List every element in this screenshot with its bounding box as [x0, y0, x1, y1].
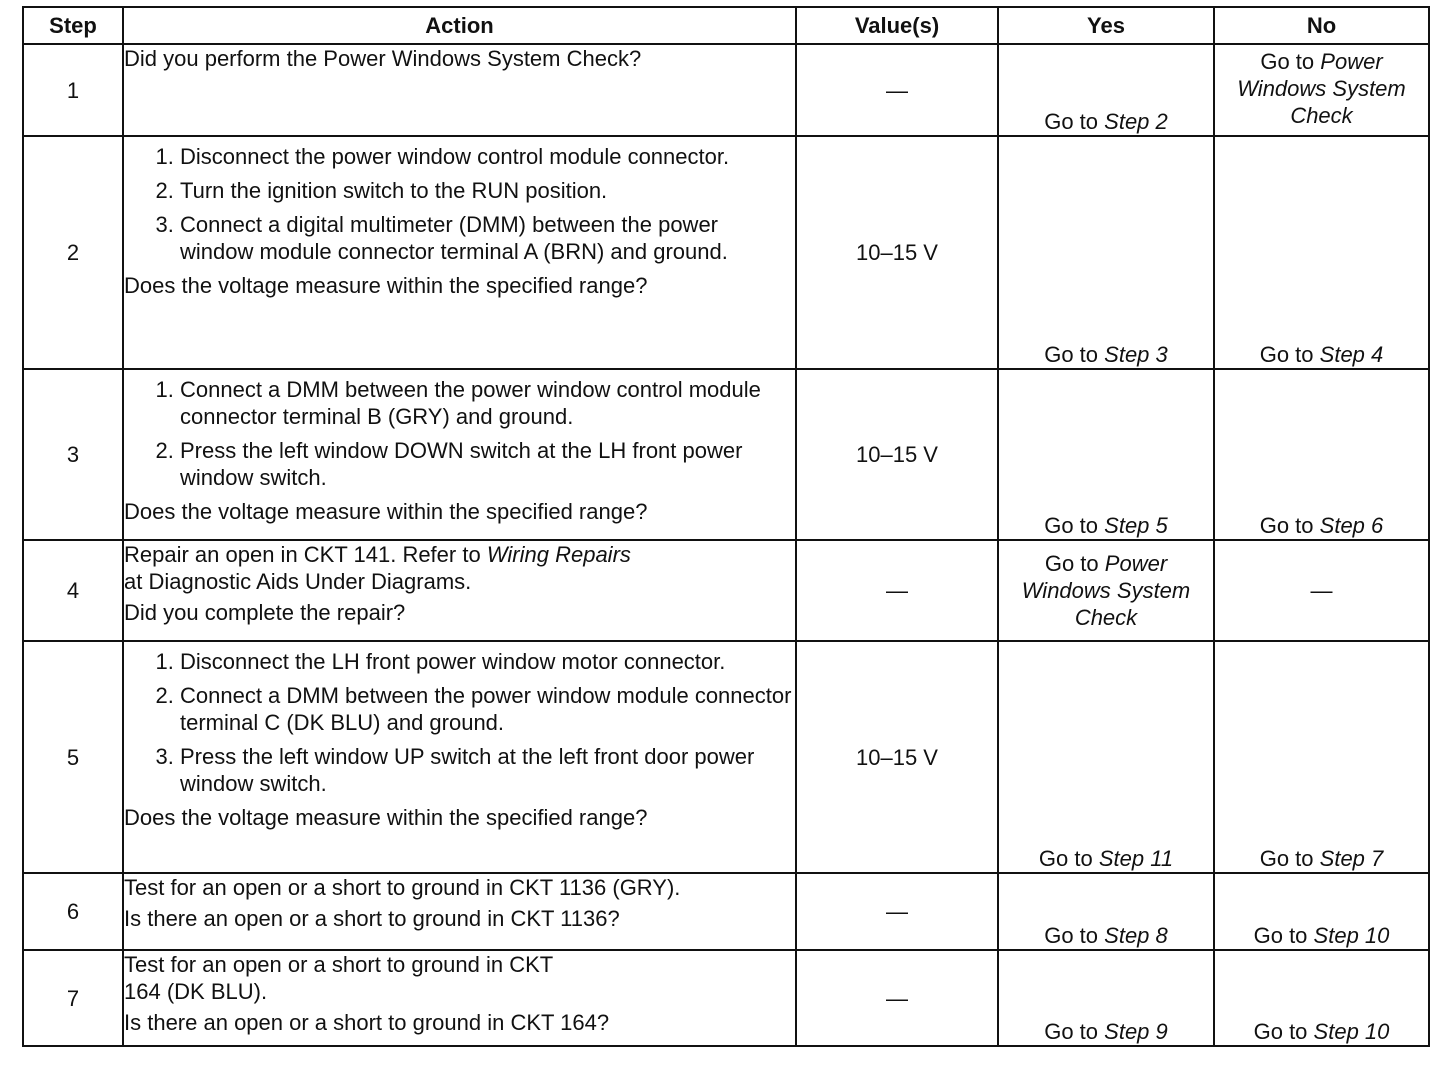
yes-cell: [998, 136, 1214, 369]
action-text: [124, 541, 795, 568]
no-target: Step 7: [1319, 846, 1384, 871]
no-prefix: Go to: [1253, 923, 1308, 948]
value-cell: —: [796, 873, 998, 950]
yes-prefix: Go to: [1044, 551, 1099, 576]
no-target: Step 6: [1319, 513, 1384, 538]
yes-target: Step 9: [1104, 1019, 1168, 1044]
no-target: Step 10: [1313, 1019, 1390, 1044]
no-target: Power Windows System Check: [1237, 49, 1406, 128]
action-question: Does the voltage measure within the specified range?: [124, 499, 648, 524]
yes-prefix: Go to: [1044, 342, 1099, 367]
no-cell: [1214, 641, 1429, 873]
no-cell: [1214, 44, 1429, 136]
yes-cell: [998, 950, 1214, 1046]
list-item: 2. Turn the ignition switch to the RUN position.: [180, 177, 795, 204]
list-item: 1. Connect a DMM between the power window control module connector terminal B (GRY) and ground.: [180, 376, 795, 430]
yes-prefix: Go to: [1044, 923, 1099, 948]
value-cell: —: [796, 540, 998, 641]
header-step: Step: [23, 7, 123, 44]
no-cell: [1214, 873, 1429, 950]
table-row: [23, 136, 1429, 369]
action-cell: [123, 873, 796, 950]
list-item: 1. Disconnect the power window control module connector.: [180, 143, 795, 170]
header-yes: Yes: [998, 7, 1214, 44]
table-row: [23, 641, 1429, 873]
action-steps-list: [124, 648, 795, 797]
no-prefix: Go to: [1259, 846, 1314, 871]
step-number: 1: [23, 44, 123, 136]
action-cell: [123, 540, 796, 641]
step-number: 6: [23, 873, 123, 950]
yes-prefix: Go to: [1044, 513, 1099, 538]
action-cell: [123, 369, 796, 540]
step-number: 4: [23, 540, 123, 641]
action-question: Does the voltage measure within the specified range?: [124, 805, 648, 830]
action-cell: [123, 641, 796, 873]
action-steps-list: [124, 143, 795, 265]
action-text-prefix: Repair an open in CKT 141. Refer to: [124, 542, 481, 567]
header-row: [23, 7, 1429, 44]
yes-target: Power Windows System Check: [1021, 551, 1191, 630]
no-cell: [1214, 369, 1429, 540]
yes-target: Step 2: [1104, 109, 1168, 134]
action-steps-list: [124, 376, 795, 491]
action-text-line2: at Diagnostic Aids Under Diagrams.: [124, 569, 472, 594]
header-action: Action: [123, 7, 796, 44]
yes-cell: [998, 369, 1214, 540]
yes-target: Step 3: [1104, 342, 1168, 367]
diagnostic-table: [22, 6, 1430, 1047]
yes-prefix: Go to: [1044, 1019, 1099, 1044]
step-number: 2: [23, 136, 123, 369]
action-question: Did you complete the repair?: [124, 600, 406, 625]
list-item: 3. Connect a digital multimeter (DMM) between the power window module connector terminal A (BRN) and ground.: [180, 211, 795, 265]
list-item: 3. Press the left window UP switch at the left front door power window switch.: [180, 743, 795, 797]
table-row: [23, 540, 1429, 641]
no-target: Step 10: [1313, 923, 1390, 948]
yes-cell: [998, 540, 1214, 641]
yes-target: Step 11: [1098, 846, 1174, 871]
no-prefix: Go to: [1260, 49, 1315, 74]
list-item: 2. Connect a DMM between the power window module connector terminal C (DK BLU) and ground.: [180, 682, 795, 736]
table-row: [23, 369, 1429, 540]
list-item: 1. Disconnect the LH front power window motor connector.: [180, 648, 795, 675]
yes-target: Step 8: [1104, 923, 1168, 948]
no-target: Step 4: [1319, 342, 1384, 367]
no-cell: [1214, 950, 1429, 1046]
yes-target: Step 5: [1104, 513, 1168, 538]
table-row: [23, 873, 1429, 950]
yes-prefix: Go to: [1038, 846, 1093, 871]
value-cell: 10–15 V: [796, 641, 998, 873]
yes-prefix: Go to: [1044, 109, 1099, 134]
action-text: Test for an open or a short to ground in CKT 1136 (GRY).: [124, 875, 681, 900]
list-item: 2. Press the left window DOWN switch at the LH front power window switch.: [180, 437, 795, 491]
yes-cell: [998, 873, 1214, 950]
wiring-repairs-ref: Wiring Repairs: [486, 542, 631, 567]
yes-cell: [998, 641, 1214, 873]
action-cell: [123, 950, 796, 1046]
action-question: Does the voltage measure within the specified range?: [124, 273, 648, 298]
step-number: 5: [23, 641, 123, 873]
table-row: [23, 44, 1429, 136]
value-cell: 10–15 V: [796, 369, 998, 540]
action-question: Is there an open or a short to ground in CKT 164?: [124, 1010, 610, 1035]
header-no: No: [1214, 7, 1429, 44]
value-cell: 10–15 V: [796, 136, 998, 369]
action-text: Test for an open or a short to ground in CKT 164 (DK BLU).: [124, 952, 553, 1004]
step-number: 7: [23, 950, 123, 1046]
no-prefix: Go to: [1253, 1019, 1308, 1044]
table-row: [23, 950, 1429, 1046]
action-question: Is there an open or a short to ground in CKT 1136?: [124, 906, 620, 931]
no-prefix: Go to: [1259, 342, 1314, 367]
yes-cell: [998, 44, 1214, 136]
action-cell: [123, 136, 796, 369]
value-cell: —: [796, 44, 998, 136]
header-values: Value(s): [796, 7, 998, 44]
step-number: 3: [23, 369, 123, 540]
no-cell: [1214, 136, 1429, 369]
no-prefix: Go to: [1259, 513, 1314, 538]
action-question: Did you perform the Power Windows System Check?: [124, 46, 642, 71]
value-cell: —: [796, 950, 998, 1046]
action-cell: [123, 44, 796, 136]
no-cell: —: [1214, 540, 1429, 641]
